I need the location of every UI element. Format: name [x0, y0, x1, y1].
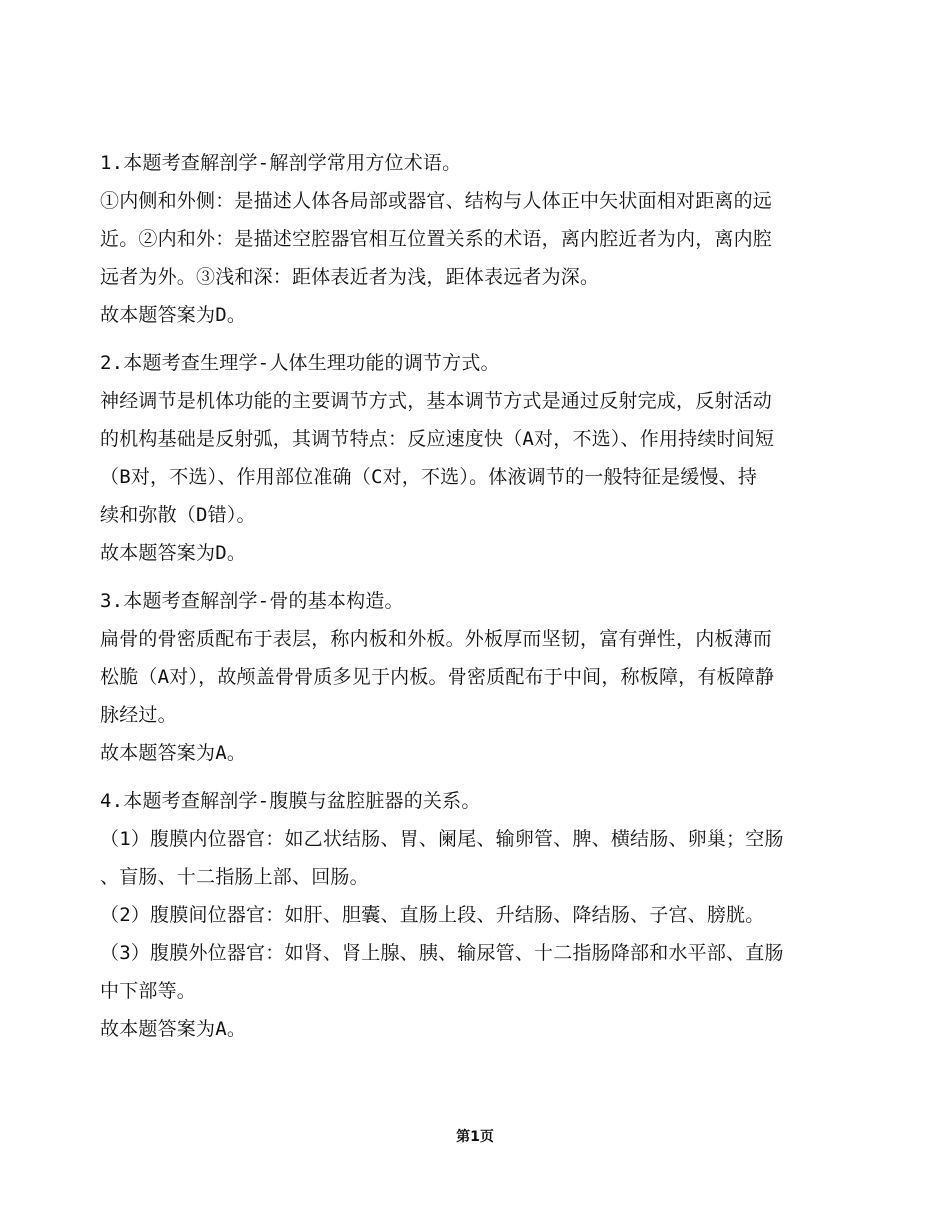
question-2-line: （B对，不选）、作用部位准确（C对，不选）。体液调节的一般特征是缓慢、持 — [100, 466, 758, 488]
question-4-answer: 故本题答案为A。 — [100, 1018, 247, 1040]
question-3-answer: 故本题答案为A。 — [100, 742, 247, 764]
question-1-line: 远者为外。③浅和深：距体表近者为浅，距体表远者为深。 — [100, 266, 600, 288]
document-body — [100, 144, 870, 1058]
question-4-line: （1）腹膜内位器官：如乙状结肠、胃、阑尾、输卵管、脾、横结肠、卵巢；空肠 — [100, 828, 784, 850]
question-1-line: 近。②内和外：是描述空腔器官相互位置关系的术语，离内腔近者为内，离内腔 — [100, 228, 773, 250]
question-4-line: （3）腹膜外位器官：如肾、肾上腺、胰、输尿管、十二指肠降部和水平部、直肠 — [100, 942, 784, 964]
question-4-title: 4.本题考查解剖学-腹膜与盆腔脏器的关系。 — [100, 790, 481, 812]
question-1-answer: 故本题答案为D。 — [100, 304, 247, 326]
question-4-line: 中下部等。 — [100, 980, 197, 1002]
question-1 — [100, 144, 870, 334]
question-3-line: 松脆（A对），故颅盖骨骨质多见于内板。骨密质配布于中间，称板障，有板障静 — [100, 666, 775, 688]
question-4-line: （2）腹膜间位器官：如肝、胆囊、直肠上段、升结肠、降结肠、子宫、膀胱。 — [100, 904, 765, 926]
question-3-line: 脉经过。 — [100, 704, 177, 726]
question-4 — [100, 782, 870, 1048]
question-2-line: 续和弥散（D错）。 — [100, 504, 256, 526]
page-number: 第1页 — [456, 1129, 494, 1145]
question-2-answer: 故本题答案为D。 — [100, 542, 247, 564]
question-3 — [100, 582, 870, 772]
question-1-line: ①内侧和外侧：是描述人体各局部或器官、结构与人体正中矢状面相对距离的远 — [100, 190, 773, 212]
question-3-line: 扁骨的骨密质配布于表层，称内板和外板。外板厚而坚韧，富有弹性，内板薄而 — [100, 628, 773, 650]
question-2-title: 2.本题考查生理学-人体生理功能的调节方式。 — [100, 352, 500, 374]
question-2-line: 的机构基础是反射弧，其调节特点：反应速度快（A对，不选）、作用持续时间短 — [100, 428, 775, 450]
question-2-line: 神经调节是机体功能的主要调节方式，基本调节方式是通过反射完成，反射活动 — [100, 390, 773, 412]
question-2 — [100, 344, 870, 572]
question-4-line: 、盲肠、十二指肠上部、回肠。 — [100, 866, 369, 888]
question-3-title: 3.本题考查解剖学-骨的基本构造。 — [100, 590, 404, 612]
question-1-title: 1.本题考查解剖学-解剖学常用方位术语。 — [100, 152, 462, 174]
